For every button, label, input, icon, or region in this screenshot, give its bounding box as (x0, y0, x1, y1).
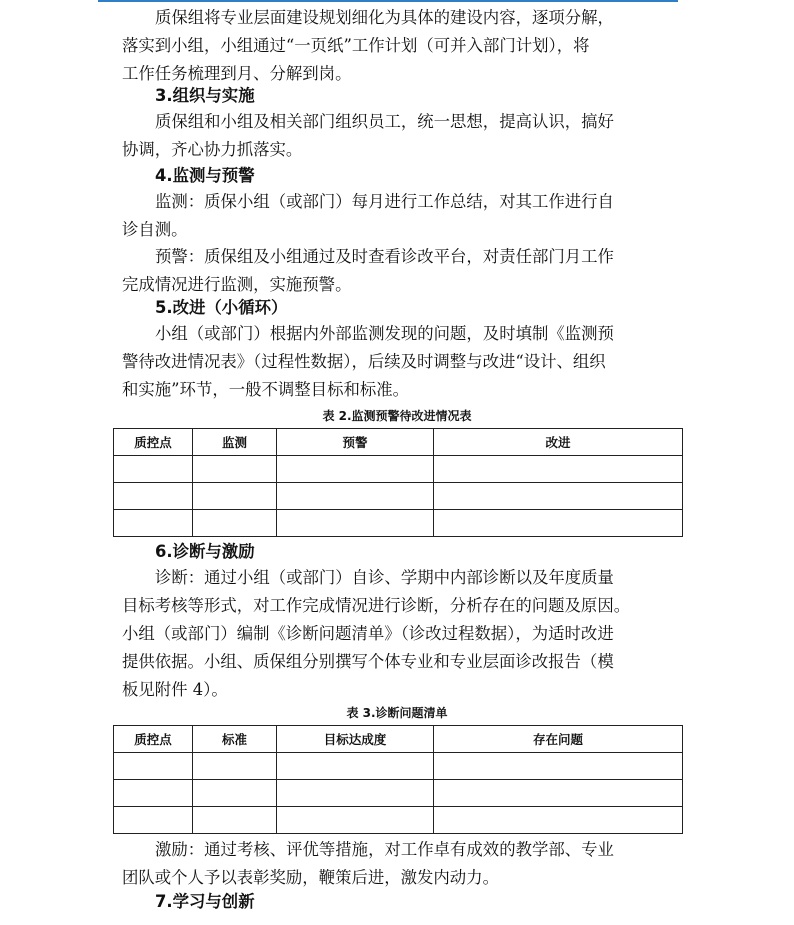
table-row (114, 483, 683, 510)
table2-caption: 表 2.监测预警待改进情况表 (322, 409, 472, 423)
table-cell[interactable] (434, 456, 683, 483)
paragraph-plan-breakdown: 质保组将专业层面建设规划细化为具体的建设内容，逐项分解， 落实到小组，小组通过“一页纸”工作计划（可并入部门计划），将 工作任务梳理到月、分解到岗。 (122, 8, 614, 83)
paragraph-diagnosis: 诊断：通过小组（或部门）自诊、学期中内部诊断以及年度质量 目标考核等形式，对工作完成情况进行诊断，分析存在的问题及原因。 小组（或部门）编制《诊断问题清单》（诊改过程数据），为适时改进 提供依据。小组、质保组分别撰写个体专业和专业层面诊改报告（模 板见附件 4）。 (122, 568, 631, 699)
table-row (114, 510, 683, 537)
table-cell[interactable] (193, 753, 277, 780)
table-cell[interactable] (114, 807, 193, 834)
table-header-cell: 改进 (434, 429, 683, 456)
paragraph-incentive: 激励：通过考核、评优等措施，对工作卓有成效的教学部、专业 团队或个人予以表彰奖励，鞭策后进，激发内动力。 (122, 840, 614, 887)
table-header-cell: 监测 (193, 429, 277, 456)
table-cell[interactable] (277, 807, 434, 834)
table-header-cell: 存在问题 (434, 726, 683, 753)
table-row (114, 456, 683, 483)
paragraph-improvement: 小组（或部门）根据内外部监测发现的问题，及时填制《监测预 警待改进情况表》（过程性数据），后续及时调整与改进“设计、组织 和实施”环节，一般不调整目标和标准。 (122, 324, 614, 399)
table-cell[interactable] (193, 780, 277, 807)
heading-diagnosis-incentive: 6.诊断与激励 (155, 542, 255, 561)
table-cell[interactable] (277, 456, 434, 483)
table-cell[interactable] (114, 780, 193, 807)
heading-organize-implement: 3.组织与实施 (155, 86, 255, 105)
table-cell[interactable] (434, 510, 683, 537)
table-cell[interactable] (114, 510, 193, 537)
table-header-cell: 目标达成度 (277, 726, 434, 753)
table-row (114, 807, 683, 834)
table-cell[interactable] (277, 510, 434, 537)
table-header-cell: 质控点 (114, 726, 193, 753)
table-cell[interactable] (434, 483, 683, 510)
table-header-cell: 质控点 (114, 429, 193, 456)
table-cell[interactable] (114, 483, 193, 510)
table-cell[interactable] (434, 780, 683, 807)
table-cell[interactable] (193, 456, 277, 483)
table-cell[interactable] (277, 780, 434, 807)
table-cell[interactable] (193, 483, 277, 510)
heading-monitor-warning: 4.监测与预警 (155, 166, 255, 185)
table-row (114, 780, 683, 807)
heading-improvement: 5.改进（小循环） (155, 298, 288, 317)
paragraph-monitoring: 监测：质保小组（或部门）每月进行工作总结，对其工作进行自 诊自测。 (122, 192, 614, 239)
table-cell[interactable] (434, 807, 683, 834)
table3-caption: 表 3.诊断问题清单 (346, 706, 448, 720)
heading-learning-innovation: 7.学习与创新 (155, 892, 255, 911)
diagnosis-issues-table (113, 725, 683, 834)
paragraph-warning: 预警：质保组及小组通过及时查看诊改平台，对责任部门月工作 完成情况进行监测，实施预警。 (122, 247, 614, 294)
table-header-row (114, 726, 683, 753)
table-cell[interactable] (434, 753, 683, 780)
table-cell[interactable] (277, 753, 434, 780)
table-cell[interactable] (193, 510, 277, 537)
paragraph-organize-implement: 质保组和小组及相关部门组织员工，统一思想，提高认识，搞好 协调，齐心协力抓落实。 (122, 112, 614, 159)
table-header-cell: 标准 (193, 726, 277, 753)
table-cell[interactable] (277, 483, 434, 510)
table-cell[interactable] (114, 456, 193, 483)
table-cell[interactable] (114, 753, 193, 780)
table-header-row (114, 429, 683, 456)
table-row (114, 753, 683, 780)
table-cell[interactable] (193, 807, 277, 834)
page-top-rule (98, 0, 678, 2)
monitoring-warning-table (113, 428, 683, 537)
table-header-cell: 预警 (277, 429, 434, 456)
